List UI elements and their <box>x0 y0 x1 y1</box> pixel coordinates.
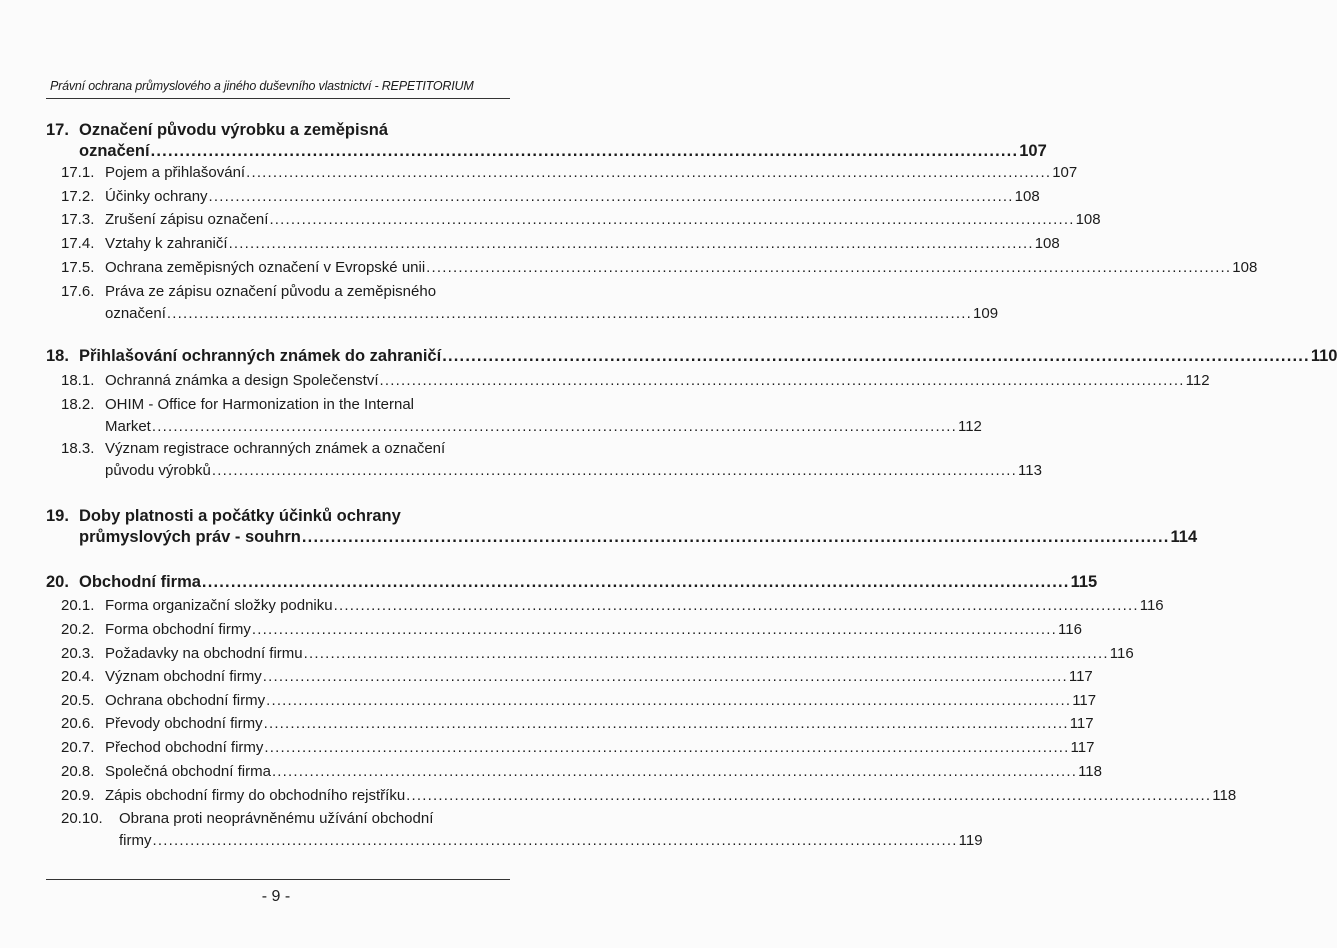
entry-number: 18.1. <box>61 372 95 389</box>
chapter-page: 115 <box>1070 573 1098 591</box>
entry-page: 109 <box>973 305 999 322</box>
entry-title: Význam obchodní firmy <box>105 668 262 685</box>
dot-leader: ...................................................................................................................................................... <box>246 164 1052 181</box>
entry-number: 17.4. <box>61 235 95 252</box>
entry-title: Forma organizační složky podniku <box>105 597 333 614</box>
entry-title: Ochrana obchodní firmy <box>105 692 266 709</box>
entry-title: Ochranná známka a design Společenství <box>105 372 379 389</box>
entry-number: 17.6. <box>61 283 95 300</box>
entry-number: 17.3. <box>61 211 95 228</box>
chapter-page: 107 <box>1019 142 1047 160</box>
entry-number: 18.2. <box>61 396 95 413</box>
entry-page: 116 <box>1058 621 1082 638</box>
dot-leader: ...................................................................................................................................................... <box>150 142 1019 160</box>
dot-leader: ...................................................................................................................................................... <box>208 188 1014 205</box>
dot-leader: ...................................................................................................................................................... <box>201 573 1070 591</box>
entry-page: 118 <box>1078 763 1102 780</box>
dot-leader: ...................................................................................................................................................... <box>211 462 1018 479</box>
entry-page: 117 <box>1070 739 1095 756</box>
entry-number: 20.8. <box>61 763 95 780</box>
entry-title-continued: původu výrobků <box>105 462 211 479</box>
page-number: - 9 - <box>261 888 291 905</box>
entry-title: Pojem a přihlašování <box>105 164 246 181</box>
dot-leader: ...................................................................................................................................................... <box>271 763 1078 780</box>
entry-number: 18.3. <box>61 440 95 457</box>
entry-title: Účinky ochrany <box>105 188 208 205</box>
chapter-title: Obchodní firma <box>79 573 201 591</box>
dot-leader: ...................................................................................................................................................... <box>303 645 1109 662</box>
entry-title: Ochrana zeměpisných označení v Evropské unii <box>105 259 426 276</box>
entry-title: Zápis obchodní firmy do obchodního rejstříku <box>105 787 406 804</box>
entry-title-continued: označení <box>105 305 166 322</box>
chapter-number: 20. <box>46 573 69 591</box>
entry-number: 20.3. <box>61 645 95 662</box>
dot-leader: ...................................................................................................................................................... <box>269 211 1075 228</box>
dot-leader: ...................................................................................................................................................... <box>152 832 958 849</box>
entry-page: 119 <box>958 832 983 849</box>
entry-title: Požadavky na obchodní firmu <box>105 645 303 662</box>
dot-leader: ...................................................................................................................................................... <box>264 739 1070 756</box>
dot-leader: ...................................................................................................................................................... <box>166 305 973 322</box>
dot-leader: ...................................................................................................................................................... <box>251 621 1058 638</box>
dot-leader: ...................................................................................................................................................... <box>301 528 1170 546</box>
entry-number: 17.1. <box>61 164 95 181</box>
entry-title-continued: firmy <box>119 832 152 849</box>
chapter-number: 17. <box>46 121 69 139</box>
entry-title-continued: Market <box>105 418 151 435</box>
entry-page: 116 <box>1139 597 1164 614</box>
entry-number: 20.6. <box>61 715 95 732</box>
dot-leader: ...................................................................................................................................................... <box>262 668 1068 685</box>
entry-number: 20.7. <box>61 739 95 756</box>
entry-page: 113 <box>1018 462 1042 479</box>
entry-number: 20.5. <box>61 692 95 709</box>
entry-page: 117 <box>1072 692 1097 709</box>
entry-page: 118 <box>1212 787 1237 804</box>
chapter-page: 110 <box>1310 347 1337 365</box>
entry-title: Práva ze zápisu označení původu a zeměpisného <box>105 283 437 300</box>
entry-page: 117 <box>1069 715 1094 732</box>
footer-rule <box>46 879 510 880</box>
entry-title: Zrušení zápisu označení <box>105 211 269 228</box>
dot-leader: ...................................................................................................................................................... <box>406 787 1212 804</box>
entry-number: 20.2. <box>61 621 95 638</box>
entry-page: 112 <box>957 418 982 435</box>
entry-title: Převody obchodní firmy <box>105 715 263 732</box>
entry-number: 20.10. <box>61 810 103 827</box>
entry-title: Přechod obchodní firmy <box>105 739 264 756</box>
chapter-number: 18. <box>46 347 69 365</box>
entry-number: 20.9. <box>61 787 95 804</box>
entry-page: 116 <box>1109 645 1134 662</box>
entry-page: 112 <box>1185 372 1210 389</box>
entry-number: 17.2. <box>61 188 95 205</box>
entry-number: 17.5. <box>61 259 95 276</box>
dot-leader: ...................................................................................................................................................... <box>151 418 957 435</box>
entry-page: 108 <box>1034 235 1060 252</box>
chapter-title-continued: průmyslových práv - souhrn <box>79 528 301 546</box>
dot-leader: ...................................................................................................................................................... <box>333 597 1139 614</box>
dot-leader: ...................................................................................................................................................... <box>426 259 1232 276</box>
running-header: Právní ochrana průmyslového a jiného duševního vlastnictví - REPETITORIUM <box>50 79 474 93</box>
chapter-title: Označení původu výrobku a zeměpisná <box>79 121 388 139</box>
dot-leader: ...................................................................................................................................................... <box>379 372 1185 389</box>
dot-leader: ...................................................................................................................................................... <box>442 347 1310 365</box>
entry-number: 20.1. <box>61 597 95 614</box>
header-rule <box>46 98 510 99</box>
chapter-title: Doby platnosti a počátky účinků ochrany <box>79 507 401 525</box>
entry-number: 20.4. <box>61 668 95 685</box>
chapter-number: 19. <box>46 507 69 525</box>
chapter-title: Přihlašování ochranných známek do zahraničí <box>79 347 442 365</box>
entry-title: Obrana proti neoprávněnému užívání obchodní <box>119 810 434 827</box>
entry-page: 108 <box>1014 188 1040 205</box>
entry-page: 117 <box>1068 668 1093 685</box>
entry-page: 108 <box>1232 259 1258 276</box>
dot-leader: ...................................................................................................................................................... <box>263 715 1069 732</box>
dot-leader: ...................................................................................................................................................... <box>228 235 1034 252</box>
entry-title: Vztahy k zahraničí <box>105 235 228 252</box>
entry-title: Význam registrace ochranných známek a označení <box>105 440 446 457</box>
entry-title: Forma obchodní firmy <box>105 621 251 638</box>
entry-page: 107 <box>1052 164 1078 181</box>
dot-leader: ...................................................................................................................................................... <box>266 692 1072 709</box>
entry-title: Společná obchodní firma <box>105 763 271 780</box>
chapter-page: 114 <box>1170 528 1198 546</box>
entry-page: 108 <box>1075 211 1101 228</box>
chapter-title-continued: označení <box>79 142 150 160</box>
entry-title: OHIM - Office for Harmonization in the Internal <box>105 396 415 413</box>
